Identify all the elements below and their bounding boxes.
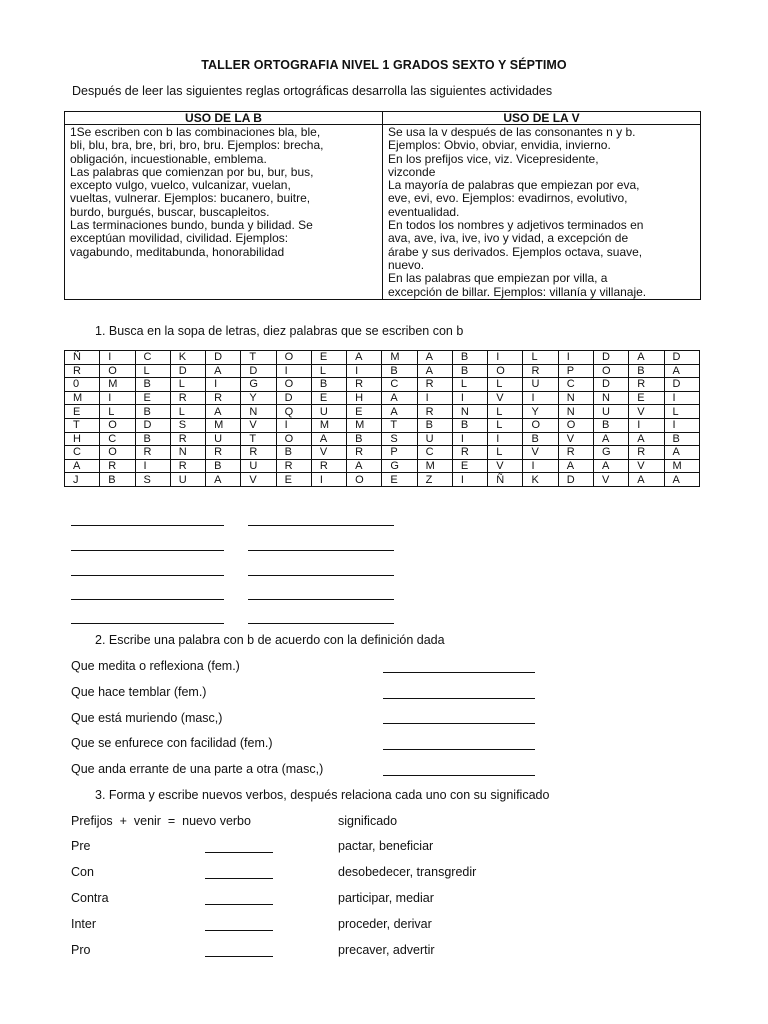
grid-cell[interactable]: A: [417, 364, 452, 378]
prefix-label: Con: [71, 865, 94, 879]
grid-cell[interactable]: A: [629, 473, 664, 487]
grid-cell[interactable]: K: [170, 351, 205, 365]
rule-line: eve, evi, evo. Ejemplos: evadirnos, evolutivo,: [388, 191, 628, 206]
definition-label: Que medita o reflexiona (fem.): [71, 659, 240, 673]
grid-cell[interactable]: L: [100, 405, 135, 419]
grid-cell[interactable]: B: [664, 432, 699, 446]
grid-cell[interactable]: O: [347, 473, 382, 487]
meaning-label: pactar, beneficiar: [338, 839, 434, 853]
grid-cell[interactable]: B: [100, 473, 135, 487]
grid-cell[interactable]: I: [452, 473, 487, 487]
rule-line: La mayoría de palabras que empiezan por eva,: [388, 178, 640, 193]
grid-cell[interactable]: A: [629, 432, 664, 446]
grid-cell[interactable]: L: [488, 418, 523, 432]
prefix-label: Contra: [71, 891, 109, 905]
grid-cell[interactable]: Y: [523, 405, 558, 419]
grid-row: [65, 418, 700, 432]
grid-cell[interactable]: E: [311, 351, 346, 365]
grid-cell[interactable]: S: [170, 418, 205, 432]
answer-blank[interactable]: [248, 599, 394, 600]
grid-cell[interactable]: R: [523, 364, 558, 378]
grid-cell[interactable]: L: [452, 378, 487, 392]
grid-cell[interactable]: A: [664, 446, 699, 460]
grid-cell[interactable]: A: [382, 391, 417, 405]
grid-cell[interactable]: I: [100, 391, 135, 405]
grid-cell[interactable]: I: [523, 459, 558, 473]
grid-cell[interactable]: D: [135, 418, 170, 432]
grid-cell[interactable]: U: [170, 473, 205, 487]
answer-blank[interactable]: [71, 550, 224, 551]
grid-cell[interactable]: U: [523, 378, 558, 392]
prefix-label: Inter: [71, 917, 97, 931]
grid-cell[interactable]: V: [629, 459, 664, 473]
grid-cell[interactable]: V: [558, 432, 593, 446]
page-title: TALLER ORTOGRAFIA NIVEL 1 GRADOS SEXTO Y SÉPTIMO: [201, 58, 567, 72]
verb-answer-blank[interactable]: [205, 904, 273, 905]
grid-cell[interactable]: K: [523, 473, 558, 487]
grid-cell[interactable]: A: [206, 473, 241, 487]
grid-cell[interactable]: B: [593, 418, 628, 432]
grid-row: [65, 391, 700, 405]
grid-cell[interactable]: H: [65, 432, 100, 446]
grid-cell[interactable]: B: [452, 418, 487, 432]
grid-cell[interactable]: R: [170, 391, 205, 405]
grid-cell[interactable]: D: [664, 378, 699, 392]
grid-cell[interactable]: O: [488, 364, 523, 378]
grid-cell[interactable]: G: [382, 459, 417, 473]
grid-cell[interactable]: V: [488, 391, 523, 405]
grid-cell[interactable]: R: [558, 446, 593, 460]
grid-cell[interactable]: D: [664, 351, 699, 365]
grid-cell[interactable]: R: [241, 446, 276, 460]
grid-cell[interactable]: P: [558, 364, 593, 378]
definition-answer-blank[interactable]: [383, 672, 535, 673]
definition-label: Que está muriendo (masc,): [71, 711, 223, 725]
rule-line: obligación, incuestionable, emblema.: [70, 151, 267, 166]
grid-cell[interactable]: V: [488, 459, 523, 473]
grid-cell[interactable]: E: [347, 405, 382, 419]
grid-cell[interactable]: V: [593, 473, 628, 487]
grid-cell[interactable]: B: [417, 418, 452, 432]
grid-cell[interactable]: I: [664, 418, 699, 432]
rule-line: burdo, burgués, buscar, buscapleitos.: [70, 204, 270, 219]
grid-cell[interactable]: A: [664, 473, 699, 487]
grid-cell[interactable]: R: [206, 446, 241, 460]
header-uso-v: USO DE LA V: [383, 112, 701, 125]
grid-cell[interactable]: O: [276, 432, 311, 446]
grid-cell[interactable]: J: [65, 473, 100, 487]
grid-cell[interactable]: D: [593, 378, 628, 392]
answer-blank[interactable]: [71, 623, 224, 624]
grid-cell[interactable]: T: [241, 351, 276, 365]
grid-cell[interactable]: I: [135, 459, 170, 473]
grid-cell[interactable]: R: [276, 459, 311, 473]
grid-cell[interactable]: Y: [241, 391, 276, 405]
grid-cell[interactable]: B: [135, 432, 170, 446]
answer-blank[interactable]: [71, 575, 224, 576]
grid-cell[interactable]: Ñ: [65, 351, 100, 365]
grid-cell[interactable]: B: [347, 432, 382, 446]
rule-line: excepto vulgo, vuelco, vulcanizar, vuelan,: [70, 178, 291, 193]
grid-cell[interactable]: R: [452, 446, 487, 460]
grid-cell[interactable]: I: [664, 391, 699, 405]
grid-cell[interactable]: A: [558, 459, 593, 473]
grid-cell[interactable]: B: [452, 364, 487, 378]
grid-cell[interactable]: D: [170, 364, 205, 378]
rule-line: vagabundo, meditabunda, honorabilidad: [70, 244, 285, 259]
grid-row: [65, 446, 700, 460]
grid-cell[interactable]: L: [664, 405, 699, 419]
grid-cell[interactable]: A: [417, 351, 452, 365]
grid-cell[interactable]: S: [135, 473, 170, 487]
grid-cell[interactable]: E: [65, 405, 100, 419]
grid-cell[interactable]: C: [382, 378, 417, 392]
grid-cell[interactable]: I: [100, 351, 135, 365]
answer-blank[interactable]: [248, 623, 394, 624]
grid-cell[interactable]: R: [347, 378, 382, 392]
answer-blank[interactable]: [248, 550, 394, 551]
grid-cell[interactable]: I: [347, 364, 382, 378]
grid-cell[interactable]: R: [100, 459, 135, 473]
grid-cell[interactable]: I: [523, 391, 558, 405]
question-1: 1. Busca en la sopa de letras, diez palabras que se escriben con b: [95, 324, 464, 338]
grid-cell[interactable]: A: [206, 405, 241, 419]
grid-cell[interactable]: R: [347, 446, 382, 460]
rules-v-cell: [383, 125, 701, 300]
grid-cell[interactable]: N: [170, 446, 205, 460]
grid-cell[interactable]: Q: [276, 405, 311, 419]
definition-answer-blank[interactable]: [383, 723, 535, 724]
rules-b-cell: [65, 125, 383, 300]
grid-cell[interactable]: A: [347, 459, 382, 473]
grid-row: [65, 378, 700, 392]
grid-cell[interactable]: L: [488, 446, 523, 460]
rule-line: Se usa la v después de las consonantes n y b.: [388, 125, 636, 139]
grid-cell[interactable]: E: [311, 391, 346, 405]
grid-cell[interactable]: Ñ: [488, 473, 523, 487]
meaning-label: proceder, derivar: [338, 917, 432, 931]
grid-cell[interactable]: V: [523, 446, 558, 460]
grid-row: [65, 473, 700, 487]
grid-cell[interactable]: O: [100, 364, 135, 378]
grid-cell[interactable]: I: [276, 364, 311, 378]
definition-label: Que anda errante de una parte a otra (masc,): [71, 762, 324, 776]
grid-cell[interactable]: R: [170, 459, 205, 473]
rule-line: vizconde: [388, 164, 436, 179]
rule-line: 1Se escriben con b las combinaciones bla, ble,: [70, 125, 321, 139]
grid-cell[interactable]: U: [311, 405, 346, 419]
grid-cell[interactable]: I: [488, 432, 523, 446]
grid-cell[interactable]: E: [382, 473, 417, 487]
grid-cell[interactable]: C: [135, 351, 170, 365]
rule-line: excepción de billar. Ejemplos: villanía y villanaje.: [388, 284, 647, 299]
grid-cell[interactable]: A: [65, 459, 100, 473]
grid-cell[interactable]: G: [241, 378, 276, 392]
grid-cell[interactable]: O: [100, 446, 135, 460]
prefix-label: Pre: [71, 839, 91, 853]
grid-row: [65, 364, 700, 378]
grid-row: [65, 459, 700, 473]
grid-row: [65, 432, 700, 446]
grid-cell[interactable]: N: [558, 405, 593, 419]
header-uso-b: USO DE LA B: [65, 112, 383, 125]
grid-cell[interactable]: I: [417, 391, 452, 405]
answer-blank[interactable]: [248, 575, 394, 576]
rule-line: exceptúan movilidad, civilidad. Ejemplos:: [70, 231, 289, 246]
grid-cell[interactable]: D: [276, 391, 311, 405]
grid-cell[interactable]: B: [523, 432, 558, 446]
grid-cell[interactable]: C: [65, 446, 100, 460]
grid-cell[interactable]: B: [135, 405, 170, 419]
grid-cell[interactable]: O: [558, 418, 593, 432]
grid-cell[interactable]: M: [100, 378, 135, 392]
rule-line: Ejemplos: Obvio, obviar, envidia, invierno.: [388, 138, 611, 153]
question-2: 2. Escribe una palabra con b de acuerdo con la definición dada: [95, 633, 445, 647]
prefix-label: Pro: [71, 943, 91, 957]
grid-cell[interactable]: M: [664, 459, 699, 473]
grid-cell[interactable]: I: [558, 351, 593, 365]
grid-cell[interactable]: C: [417, 446, 452, 460]
grid-cell[interactable]: L: [523, 351, 558, 365]
grid-cell[interactable]: I: [452, 391, 487, 405]
rule-line: En todos los nombres y adjetivos terminados en: [388, 218, 644, 233]
grid-cell[interactable]: A: [629, 351, 664, 365]
grid-cell[interactable]: U: [417, 432, 452, 446]
grid-cell[interactable]: B: [452, 351, 487, 365]
grid-cell[interactable]: B: [206, 459, 241, 473]
grid-cell[interactable]: I: [311, 473, 346, 487]
grid-cell[interactable]: A: [347, 351, 382, 365]
answer-blank[interactable]: [248, 525, 394, 526]
grid-cell[interactable]: A: [664, 364, 699, 378]
grid-cell[interactable]: M: [206, 418, 241, 432]
grid-cell[interactable]: B: [629, 364, 664, 378]
grid-cell[interactable]: I: [488, 351, 523, 365]
grid-row: [65, 351, 700, 365]
question-3: 3. Forma y escribe nuevos verbos, después relaciona cada uno con su significado: [95, 788, 550, 802]
grid-cell[interactable]: R: [417, 378, 452, 392]
rule-line: nuevo.: [388, 257, 425, 272]
grid-cell[interactable]: B: [135, 378, 170, 392]
grid-cell[interactable]: D: [558, 473, 593, 487]
grid-cell[interactable]: D: [206, 351, 241, 365]
grid-cell[interactable]: O: [523, 418, 558, 432]
grid-cell[interactable]: V: [311, 446, 346, 460]
answer-blank[interactable]: [71, 599, 224, 600]
grid-cell[interactable]: 0: [65, 378, 100, 392]
grid-cell[interactable]: N: [241, 405, 276, 419]
grid-cell[interactable]: A: [593, 459, 628, 473]
grid-cell[interactable]: I: [276, 418, 311, 432]
answer-blank[interactable]: [71, 525, 224, 526]
grid-cell[interactable]: A: [382, 405, 417, 419]
grid-cell[interactable]: U: [593, 405, 628, 419]
grid-cell[interactable]: S: [382, 432, 417, 446]
grid-cell[interactable]: G: [593, 446, 628, 460]
rule-line: eventualidad.: [388, 204, 460, 219]
rule-line: Las terminaciones bundo, bunda y bilidad. Se: [70, 218, 313, 233]
grid-cell[interactable]: R: [65, 364, 100, 378]
grid-cell[interactable]: M: [65, 391, 100, 405]
rules-table: [64, 111, 701, 300]
grid-cell[interactable]: M: [311, 418, 346, 432]
grid-cell[interactable]: T: [382, 418, 417, 432]
grid-cell[interactable]: E: [629, 391, 664, 405]
definition-answer-blank[interactable]: [383, 698, 535, 699]
grid-cell[interactable]: A: [206, 364, 241, 378]
verb-answer-blank[interactable]: [205, 956, 273, 957]
grid-cell[interactable]: V: [241, 473, 276, 487]
grid-cell[interactable]: P: [382, 446, 417, 460]
grid-cell[interactable]: H: [347, 391, 382, 405]
grid-cell[interactable]: U: [241, 459, 276, 473]
grid-cell[interactable]: C: [558, 378, 593, 392]
grid-cell[interactable]: L: [135, 364, 170, 378]
grid-cell[interactable]: R: [417, 405, 452, 419]
rule-line: vueltas, vulnerar. Ejemplos: bucanero, buitre,: [70, 191, 311, 206]
grid-cell[interactable]: L: [170, 405, 205, 419]
meaning-label: participar, mediar: [338, 891, 434, 905]
definition-label: Que hace temblar (fem.): [71, 685, 207, 699]
grid-cell[interactable]: B: [276, 446, 311, 460]
verb-answer-blank[interactable]: [205, 852, 273, 853]
grid-cell[interactable]: I: [629, 418, 664, 432]
grid-cell[interactable]: I: [452, 432, 487, 446]
grid-cell[interactable]: U: [206, 432, 241, 446]
grid-cell[interactable]: A: [593, 432, 628, 446]
grid-row: [65, 405, 700, 419]
grid-cell[interactable]: T: [65, 418, 100, 432]
grid-cell[interactable]: R: [135, 446, 170, 460]
rule-line: ava, ave, iva, ive, ivo y vidad, a excepción de: [388, 231, 629, 246]
grid-cell[interactable]: L: [170, 378, 205, 392]
grid-cell[interactable]: R: [206, 391, 241, 405]
rule-line: árabe y sus derivados. Ejemplos octava, suave,: [388, 244, 643, 259]
rule-line: En los prefijos vice, viz. Vicepresidente,: [388, 151, 599, 166]
rule-line: bli, blu, bra, bre, bri, bro, bru. Ejemplos: brecha,: [70, 138, 324, 153]
grid-cell[interactable]: R: [170, 432, 205, 446]
definition-answer-blank[interactable]: [383, 775, 535, 776]
meaning-label: precaver, advertir: [338, 943, 435, 957]
verbs-meaning-header: significado: [338, 814, 398, 828]
grid-cell[interactable]: L: [488, 405, 523, 419]
rule-line: En las palabras que empiezan por villa, a: [388, 271, 608, 286]
grid-cell[interactable]: O: [593, 364, 628, 378]
grid-cell[interactable]: D: [241, 364, 276, 378]
grid-cell[interactable]: R: [629, 446, 664, 460]
grid-cell[interactable]: E: [452, 459, 487, 473]
grid-cell[interactable]: N: [593, 391, 628, 405]
grid-cell[interactable]: R: [629, 378, 664, 392]
grid-cell[interactable]: M: [382, 351, 417, 365]
grid-cell[interactable]: E: [135, 391, 170, 405]
grid-cell[interactable]: D: [593, 351, 628, 365]
grid-cell[interactable]: B: [382, 364, 417, 378]
grid-cell[interactable]: E: [276, 473, 311, 487]
grid-cell[interactable]: M: [347, 418, 382, 432]
grid-cell[interactable]: O: [276, 351, 311, 365]
word-search-grid: [64, 350, 700, 487]
grid-cell[interactable]: L: [311, 364, 346, 378]
grid-cell[interactable]: T: [241, 432, 276, 446]
grid-cell[interactable]: V: [629, 405, 664, 419]
verbs-formula-header: Prefijos + venir = nuevo verbo: [71, 814, 251, 828]
grid-cell[interactable]: L: [488, 378, 523, 392]
meaning-label: desobedecer, transgredir: [338, 865, 477, 879]
grid-cell[interactable]: O: [100, 418, 135, 432]
rule-line: Las palabras que comienzan por bu, bur, bus,: [70, 164, 314, 179]
intro-text: Después de leer las siguientes reglas ortográficas desarrolla las siguientes actividades: [72, 84, 553, 98]
grid-cell[interactable]: N: [558, 391, 593, 405]
verb-answer-blank[interactable]: [205, 930, 273, 931]
grid-cell[interactable]: Z: [417, 473, 452, 487]
grid-cell[interactable]: V: [241, 418, 276, 432]
grid-cell[interactable]: A: [311, 432, 346, 446]
definition-answer-blank[interactable]: [383, 749, 535, 750]
grid-cell[interactable]: M: [417, 459, 452, 473]
grid-cell[interactable]: O: [276, 378, 311, 392]
grid-cell[interactable]: B: [311, 378, 346, 392]
grid-cell[interactable]: C: [100, 432, 135, 446]
grid-cell[interactable]: N: [452, 405, 487, 419]
verb-answer-blank[interactable]: [205, 878, 273, 879]
definition-label: Que se enfurece con facilidad (fem.): [71, 736, 273, 750]
grid-cell[interactable]: I: [206, 378, 241, 392]
grid-cell[interactable]: R: [311, 459, 346, 473]
